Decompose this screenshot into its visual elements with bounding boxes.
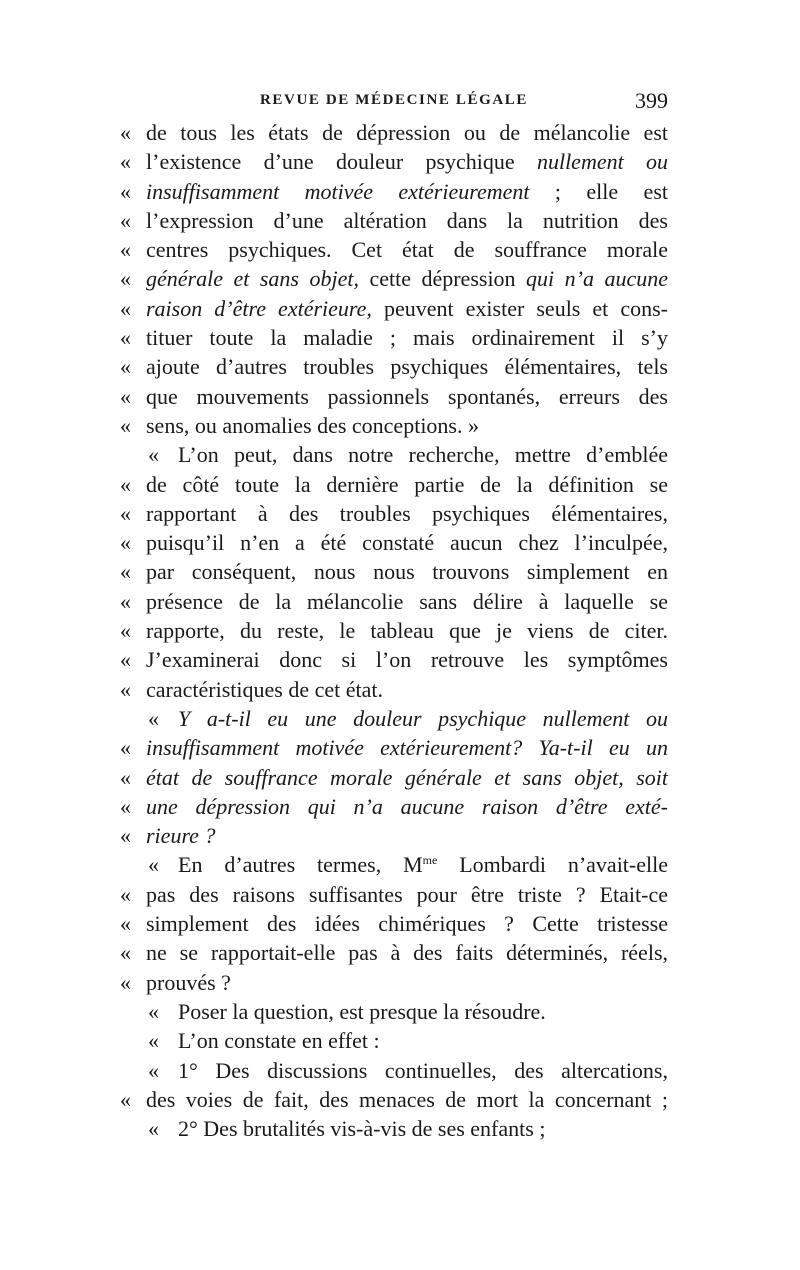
quote-mark: « — [120, 383, 131, 409]
text-line — [120, 499, 668, 528]
text-span: par conséquent, nous nous trouvons simplement en — [146, 559, 668, 585]
quote-mark: « — [120, 940, 131, 966]
text-span: caractéristiques de cet état. — [146, 676, 383, 702]
quote-mark: « — [120, 764, 131, 790]
italic-text: état de souffrance morale générale et sans objet, soit — [146, 764, 668, 790]
quote-mark: « — [120, 237, 131, 263]
text-line — [120, 440, 668, 469]
italic-text: insuffisamment motivée extérieurement? Ya-t-il eu un — [146, 735, 668, 761]
text-span: de tous les états de dépression ou de mélancolie est — [146, 120, 668, 145]
text-line — [120, 352, 668, 381]
quote-mark: « — [148, 1028, 159, 1054]
text-line — [120, 587, 668, 616]
text-span: L’on constate en effet : — [178, 1028, 380, 1054]
text-span: ajoute d’autres troubles psychiques élémentaires, tels — [146, 354, 668, 380]
quote-mark: « — [120, 530, 131, 556]
quote-mark: « — [120, 207, 131, 233]
quote-mark: « — [148, 852, 159, 878]
text-line — [120, 880, 668, 909]
text-span: peuvent exister seuls et cons- — [371, 295, 669, 321]
quote-mark: « — [148, 1057, 159, 1083]
quote-mark: « — [120, 588, 131, 614]
text-span: simplement des idées chimériques ? Cette tristesse — [146, 911, 668, 937]
quote-mark: « — [120, 823, 131, 849]
text-line — [120, 938, 668, 967]
text-line — [120, 733, 668, 762]
text-line — [120, 997, 668, 1026]
quote-mark: « — [120, 471, 131, 497]
italic-text: insuffisamment motivée extérieurement — [146, 178, 530, 204]
italic-text: Y a-t-il eu une douleur psychique nullement ou — [178, 705, 668, 731]
text-line — [120, 850, 668, 879]
text-span: puisqu’il n’en a été constaté aucun chez l’inculpée, — [146, 530, 668, 556]
quote-mark: « — [120, 618, 131, 644]
quote-mark: « — [120, 881, 131, 907]
quote-mark: « — [120, 735, 131, 761]
running-title: REVUE DE MÉDECINE LÉGALE — [259, 92, 529, 108]
text-span: l’expression d’une altération dans la nutrition des — [146, 207, 668, 233]
text-span: Lombardi n’avait-elle — [437, 852, 669, 878]
quote-mark: « — [120, 295, 131, 321]
text-span: de côté toute la dernière partie de la définition se — [146, 471, 668, 497]
text-span: L’on peut, dans notre recherche, mettre d’emblée — [178, 442, 668, 468]
text-line — [120, 382, 668, 411]
text-line — [120, 821, 668, 850]
text-span: cette dépression — [358, 266, 527, 292]
quote-mark: « — [120, 266, 131, 292]
text-line — [120, 206, 668, 235]
quote-mark: « — [120, 412, 131, 438]
text-line — [120, 528, 668, 557]
text-span: présence de la mélancolie sans délire à laquelle se — [146, 588, 668, 614]
text-line — [120, 1085, 668, 1114]
text-span: J’examinerai donc si l’on retrouve les symptômes — [146, 647, 668, 673]
text-line — [120, 147, 668, 176]
text-line — [120, 118, 668, 147]
text-line — [120, 557, 668, 586]
italic-text: générale et sans objet, — [146, 266, 359, 292]
italic-text: nullement ou — [536, 149, 668, 175]
text-span: 2° Des brutalités vis-à-vis de ses enfants ; — [178, 1116, 546, 1142]
text-span: rapporte, du reste, le tableau que je viens de citer. — [146, 618, 668, 644]
text-span: sens, ou anomalies des conceptions. » — [146, 412, 479, 438]
text-span: ne se rapportait-elle pas à des faits déterminés, réels, — [146, 940, 668, 966]
quote-mark: « — [148, 998, 159, 1024]
text-line — [120, 616, 668, 645]
page-header — [120, 88, 668, 118]
text-span: Poser la question, est presque la résoudre. — [178, 998, 546, 1024]
text-span: pas des raisons suffisantes pour être triste ? Etait-ce — [146, 881, 668, 907]
text-span: rapportant à des troubles psychiques élémentaires, — [146, 500, 668, 526]
text-span: des voies de fait, des menaces de mort la concernant ; — [146, 1086, 668, 1112]
text-span: tituer toute la maladie ; mais ordinairement il s’y — [146, 325, 668, 351]
italic-text: qui n’a aucune — [526, 266, 669, 292]
page-number: 399 — [635, 88, 668, 113]
text-line — [120, 264, 668, 293]
body-text — [120, 118, 668, 1143]
quote-mark: « — [120, 911, 131, 937]
italic-text: rieure ? — [146, 823, 216, 849]
quote-mark: « — [120, 969, 131, 995]
quote-mark: « — [120, 149, 131, 175]
text-line — [120, 675, 668, 704]
text-line — [120, 294, 668, 323]
text-span: centres psychiques. Cet état de souffrance morale — [146, 237, 668, 263]
text-line — [120, 1026, 668, 1055]
text-line — [120, 645, 668, 674]
text-line — [120, 1114, 668, 1143]
text-line — [120, 235, 668, 264]
quote-mark: « — [120, 178, 131, 204]
italic-text: raison d’être extérieure, — [146, 295, 372, 321]
quote-mark: « — [148, 705, 159, 731]
quote-mark: « — [120, 354, 131, 380]
text-line — [120, 177, 668, 206]
quote-mark: « — [120, 559, 131, 585]
quote-mark: « — [120, 120, 131, 145]
text-line — [120, 1056, 668, 1085]
text-line — [120, 470, 668, 499]
text-line — [120, 968, 668, 997]
quote-mark: « — [120, 676, 131, 702]
italic-text: une dépression qui n’a aucune raison d’être exté- — [146, 793, 668, 819]
quote-mark: « — [148, 442, 159, 468]
quote-mark: « — [120, 647, 131, 673]
text-span: l’existence d’une douleur psychique — [146, 149, 537, 175]
text-span: ; elle est — [529, 178, 668, 204]
text-line — [120, 909, 668, 938]
text-line — [120, 411, 668, 440]
text-span: que mouvements passionnels spontanés, erreurs des — [146, 383, 668, 409]
quote-mark: « — [120, 793, 131, 819]
quote-mark: « — [148, 1116, 159, 1142]
text-span: 1° Des discussions continuelles, des altercations, — [178, 1057, 668, 1083]
text-line — [120, 763, 668, 792]
quote-mark: « — [120, 500, 131, 526]
quote-mark: « — [120, 325, 131, 351]
text-line — [120, 323, 668, 352]
text-line — [120, 704, 668, 733]
text-span: En d’autres termes, M — [178, 852, 423, 878]
text-span: prouvés ? — [146, 969, 231, 995]
quote-mark: « — [120, 1086, 131, 1112]
text-line — [120, 792, 668, 821]
superscript: me — [422, 853, 438, 868]
